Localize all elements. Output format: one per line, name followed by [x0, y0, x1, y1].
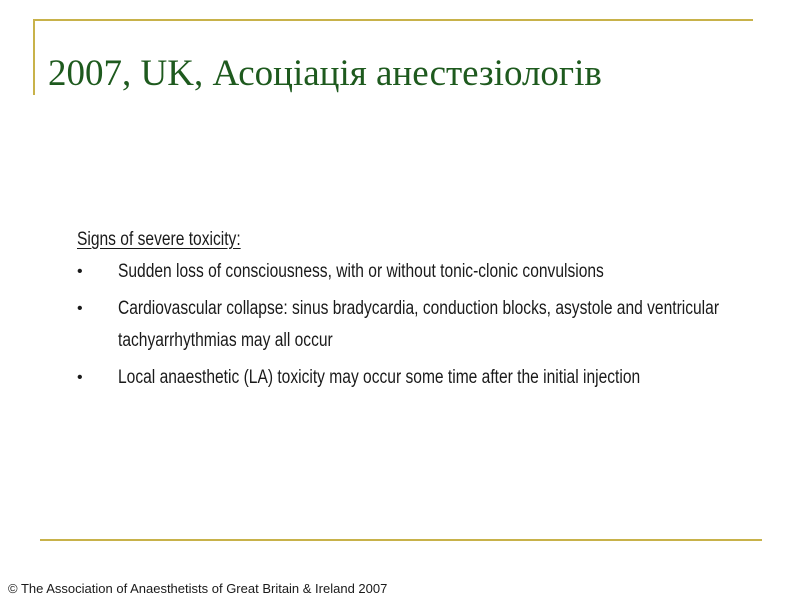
toxicity-signs-block — [77, 227, 767, 399]
top-accent-rule — [33, 19, 753, 21]
list-item — [77, 293, 767, 357]
toxicity-heading: Signs of severe toxicity: — [77, 229, 241, 250]
list-item-text: Cardiovascular collapse: sinus bradycardia, conduction blocks, asystole and ventricular tachyarrhythmias may all occur — [118, 298, 720, 351]
slide-title: 2007, UK, Асоціація анестезіологів — [48, 53, 602, 94]
list-item-text: Sudden loss of consciousness, with or without tonic-clonic convulsions — [118, 261, 604, 282]
list-item — [77, 362, 767, 394]
list-item — [77, 256, 767, 288]
bullet-icon: • — [77, 263, 83, 280]
bottom-accent-rule — [40, 539, 762, 541]
bullet-icon: • — [77, 369, 83, 386]
copyright-footer: © The Association of Anaesthetists of Great Britain & Ireland 2007 — [8, 581, 388, 596]
left-accent-rule — [33, 19, 35, 95]
bullet-icon: • — [77, 300, 83, 317]
list-item-text: Local anaesthetic (LA) toxicity may occur some time after the initial injection — [118, 367, 641, 388]
